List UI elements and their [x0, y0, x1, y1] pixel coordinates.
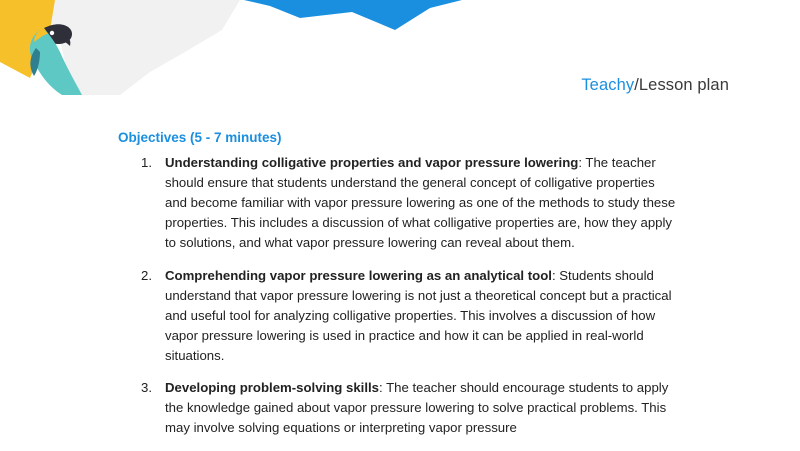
objectives-list	[141, 153, 678, 451]
list-item	[141, 266, 678, 366]
item-text: : The teacher should ensure that students understand the general concept of colligative properties and become familiar with vapor pressure lowering as one of the methods to study these properties. This includes a discussion of what colligative properties are, how they apply to solutions, and what vapor pressure lowering can reveal about them.	[165, 155, 676, 250]
item-term: Comprehending vapor pressure lowering as an analytical tool	[165, 267, 552, 283]
item-number: 3.	[141, 380, 152, 395]
blue-banner-shape	[244, 0, 462, 30]
item-number: 1.	[141, 155, 152, 170]
section-title: Objectives (5 - 7 minutes)	[118, 130, 282, 145]
item-term: Understanding colligative properties and vapor pressure lowering	[165, 155, 579, 170]
brand-name: Teachy	[581, 76, 635, 94]
item-term: Developing problem-solving skills	[165, 380, 379, 395]
brand-title	[581, 76, 729, 95]
item-number: 2.	[141, 267, 152, 283]
item-text: : The teacher should encourage students to apply the knowledge gained about vapor pressure lowering to solve practical problems. This may involve solving equations or interpreting vapor pressure	[165, 380, 669, 435]
item-text: : Students should understand that vapor pressure lowering is not just a theoretical concept but a practical and useful tool for analyzing colligative properties. This involves a discussion of how vapor pressure lowering is used in practice and how it can be applied in real-world situations.	[165, 267, 672, 363]
list-item	[141, 378, 678, 438]
list-item	[141, 153, 678, 253]
brand-section: /Lesson plan	[634, 76, 729, 94]
